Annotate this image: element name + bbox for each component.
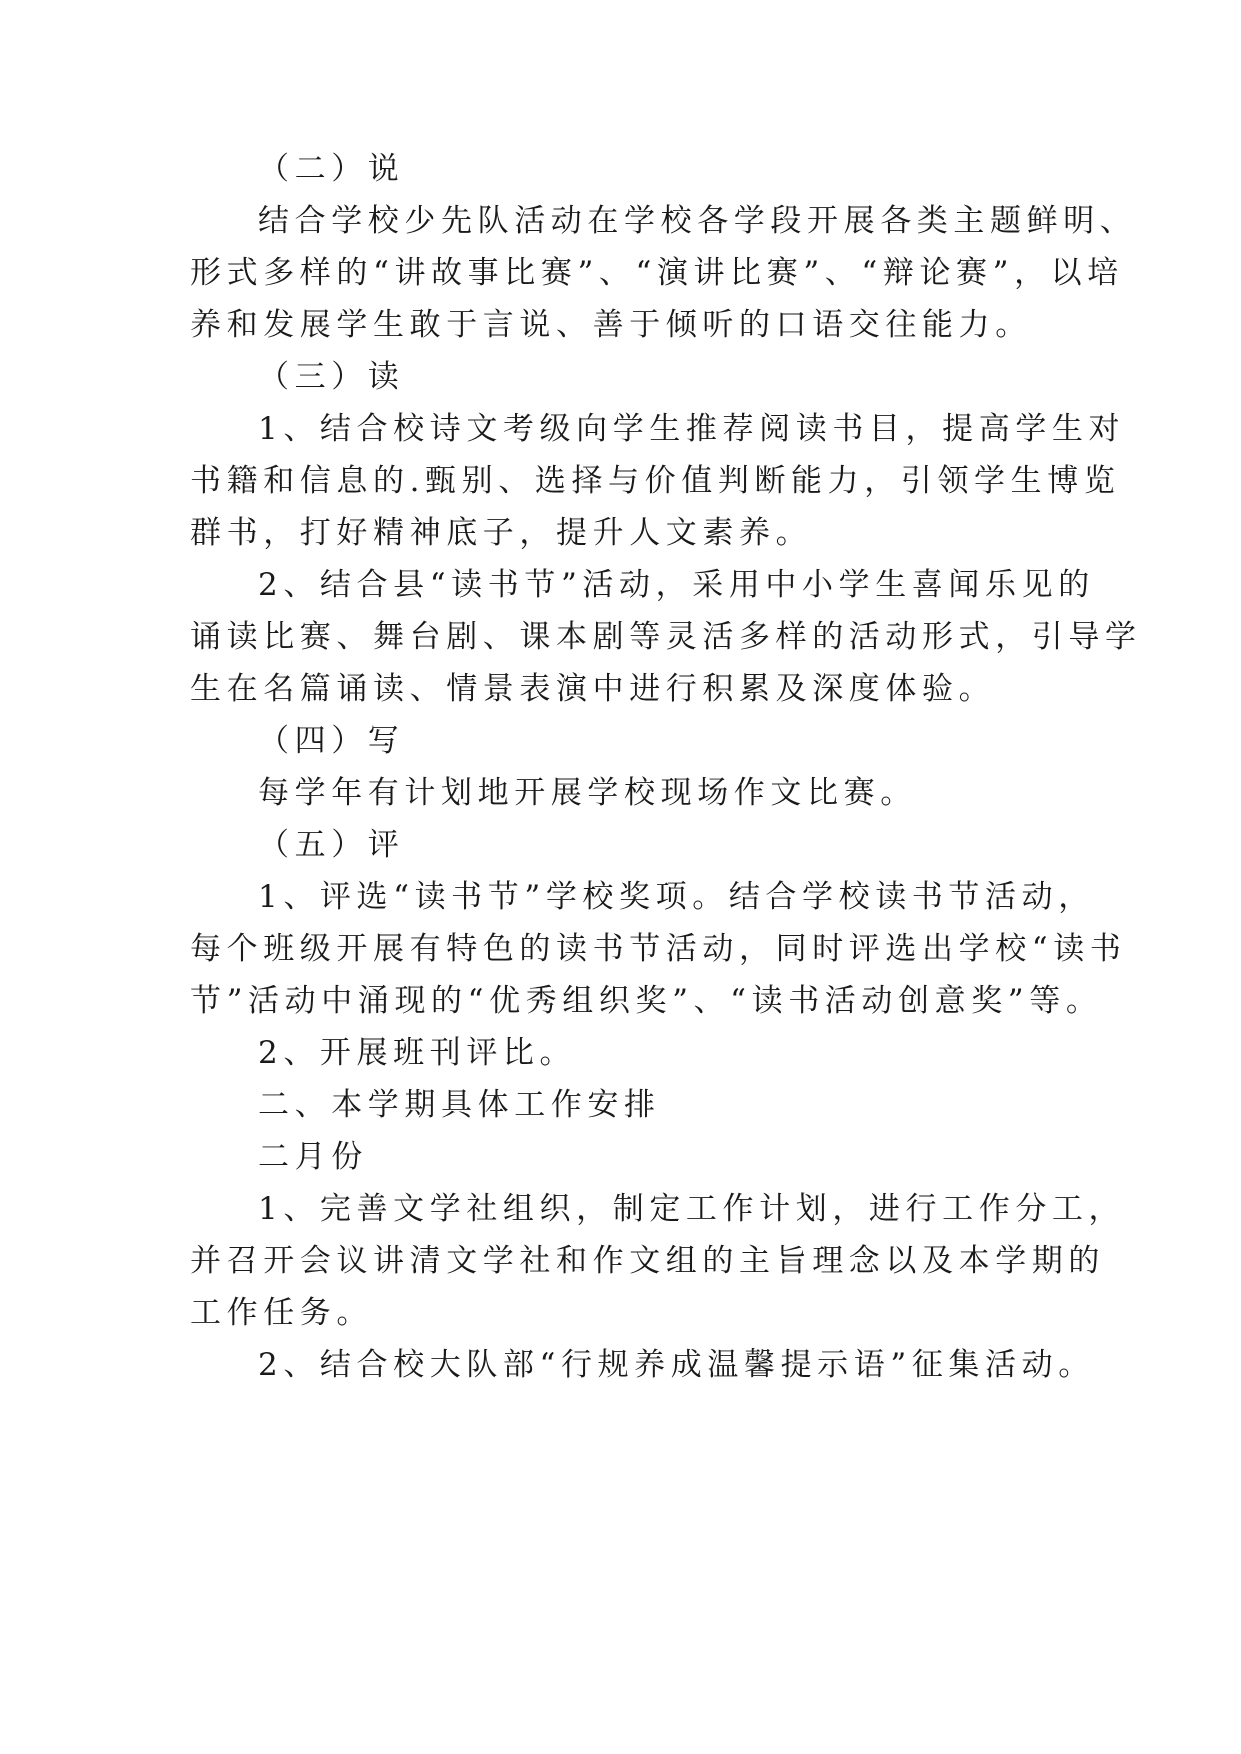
paragraph-line: 养和发展学生敢于言说、善于倾听的口语交往能力。 [190, 307, 1032, 343]
section-heading: 二、本学期具体工作安排 [258, 1087, 661, 1123]
heading-read: （三）读 [258, 359, 405, 395]
month-heading: 二月份 [258, 1139, 368, 1175]
paragraph-line: 书籍和信息的.甄别、选择与价值判断能力，引领学生博览 [190, 463, 1121, 499]
paragraph-line: 形式多样的“讲故事比赛”、“演讲比赛”、“辩论赛”，以培 [190, 255, 1124, 291]
paragraph-line: 每学年有计划地开展学校现场作文比赛。 [258, 775, 917, 811]
paragraph-line: 生在名篇诵读、情景表演中进行积累及深度体验。 [190, 671, 996, 707]
paragraph-line: 1、完善文学社组织，制定工作计划，进行工作分工， [258, 1191, 1126, 1227]
paragraph-line: 结合学校少先队活动在学校各学段开展各类主题鲜明、 [258, 203, 1137, 239]
paragraph-line: 群书，打好精神底子，提升人文素养。 [190, 515, 813, 551]
paragraph-line: 2、结合校大队部“行规养成温馨提示语”征集活动。 [258, 1347, 1095, 1383]
paragraph-line: 1、评选“读书节”学校奖项。结合学校读书节活动， [258, 879, 1095, 915]
paragraph-line: 诵读比赛、舞台剧、课本剧等灵活多样的活动形式，引导学 [190, 619, 1142, 655]
paragraph-line: 2、开展班刊评比。 [258, 1035, 577, 1071]
heading-evaluate: （五）评 [258, 827, 405, 863]
paragraph-line: 每个班级开展有特色的读书节活动，同时评选出学校“读书 [190, 931, 1127, 967]
heading-speak: （二）说 [258, 151, 405, 187]
paragraph-line: 1、结合校诗文考级向学生推荐阅读书目，提高学生对 [258, 411, 1126, 447]
paragraph-line: 并召开会议讲清文学社和作文组的主旨理念以及本学期的 [190, 1243, 1105, 1279]
paragraph-line: 2、结合县“读书节”活动，采用中小学生喜闻乐见的 [258, 567, 1095, 603]
paragraph-line: 节”活动中涌现的“优秀组织奖”、“读书活动创意奖”等。 [190, 983, 1103, 1019]
paragraph-line: 工作任务。 [190, 1295, 373, 1331]
heading-write: （四）写 [258, 723, 405, 759]
